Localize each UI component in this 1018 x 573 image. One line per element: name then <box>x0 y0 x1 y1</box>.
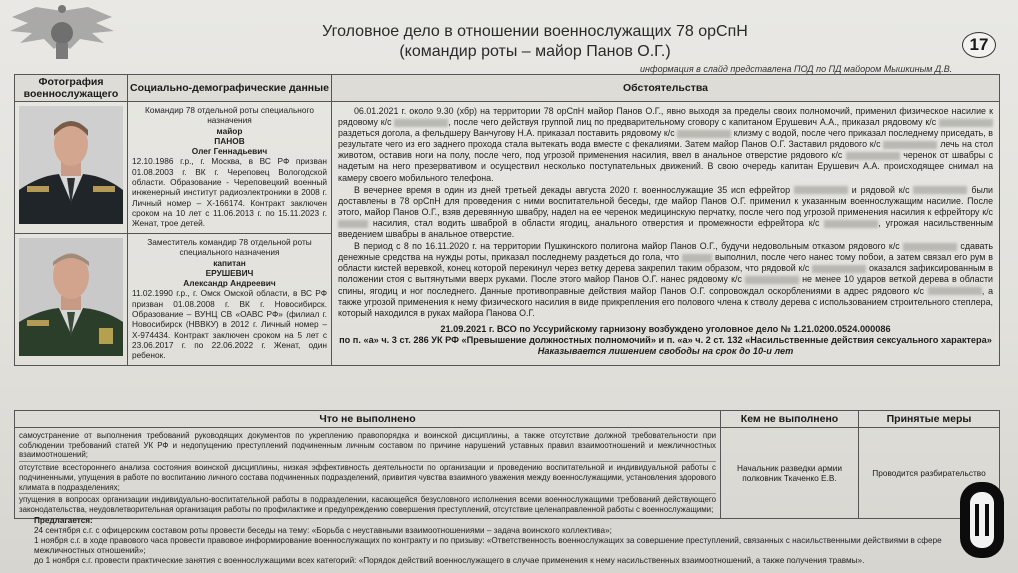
bio: 12.10.1986 г.р., г. Москва, в ВС РФ призван 01.08.2003 г. ВК г. Череповец Вологодской области. Образование - Череповецкий военный инженерный институт радиоэлектроники в 2008 г. Личный номер – Х-166174. Контракт заключен сроком на 10 лет с 11.06.2013 г. по 15.11.2023 г. Женат, трое детей. <box>132 156 327 229</box>
redacted-name <box>677 130 731 138</box>
episode-2-text-a: В вечернее время в один из дней третьей декады августа 2020 г. военнослужащие 35 исп ефрейтор <box>354 184 791 195</box>
page-number-badge: 17 <box>962 32 996 58</box>
episode-1-text-d: клизму с водой, после чего приказал последнему приседать, в результате чего из его заднего прохода стала вытекать вода вместе с фекалиями. Затем майор Панов О.Г. Заставил рядового к/с <box>338 128 993 150</box>
verdict-case: 21.09.2021 г. ВСО по Уссурийскому гарнизону возбуждено уголовное дело № 1.21.0200.0524.000086 <box>440 323 891 334</box>
redacted-name <box>794 186 848 194</box>
col-demographic: Социально-демографические данные <box>128 75 332 102</box>
episode-3-text-a: В период с 8 по 16.11.2020 г. на территории Пушкинского полигона майор Панов О.Г., будучи недовольным отказом рядового к/с <box>354 241 900 252</box>
unit-role: Командир 78 отдельной роты специального назначения <box>145 105 314 126</box>
episode-2-text-c: были доставлены в 78 орСпН для проведения с ними воспитательной беседы, где майор Панов О.Г. применил к указанным военнослужащим насилие. После этого, майор Панов О.Г., взяв деревянную швабру, надел на ее черенок медицинскую перчатку, после чего под угрозой применения насилия к ефрейтору к/с <box>338 184 993 217</box>
person-row-1 <box>15 102 1000 234</box>
col-photo: Фотография военнослужащего <box>15 75 128 102</box>
redacted-name <box>903 243 957 251</box>
proposals-heading: Предлагается: <box>34 516 93 525</box>
redacted-name <box>682 254 712 262</box>
proposal-item: 1 ноября с.г. в ходе правового часа провести правовое информирование военнослужащих по контракту и по призыву: «Ответственность военнослужащих за совершение преступлений, связанных с насильственными действиями в сфере межличностных отношений»; <box>34 536 942 555</box>
episode-1-text-f: черенок от швабры с надетым на него презервативом и осуществил несколько поступательных движений. В свою очередь капитан Ерушевич А.А. происходящее снимал на камеру своего мобильного телефона. <box>338 150 994 183</box>
rank: майор <box>216 125 243 136</box>
episode-1-text-c: раздеться догола, а фельдшеру Ванчугову Н.А. приказал поставить рядовому к/с <box>338 128 675 139</box>
proposals <box>14 516 1000 566</box>
redacted-name <box>812 265 866 273</box>
document-title <box>300 22 770 62</box>
episode-1-text-b: , после чего действуя группой лиц по предварительному сговору с капитаном Ерушевич А.А., приказал рядовому к/с <box>448 117 937 128</box>
given-name: Александр Андреевич <box>183 278 276 289</box>
col-measures: Принятые меры <box>859 411 1000 428</box>
redacted-name <box>913 186 967 194</box>
episode-2-text-e: , угрожая насильственным введением швабры в анальное отверстие. <box>338 217 994 240</box>
double-headed-eagle-emblem <box>6 3 118 65</box>
redacted-name <box>338 220 368 228</box>
surname: ЕРУШЕВИЧ <box>205 267 254 278</box>
unit-role: Заместитель командир 78 отдельной роты специального назначения <box>147 237 312 258</box>
episode-3-text-f: , а также угрозой применения к нему физического насилия в виде прикрепления его полового члена к стволу дерева с использованием строительного степлера, который находился в руках майора Панова О.Г. <box>338 285 994 318</box>
shortcomings-header <box>15 411 1000 428</box>
episode-1-text-a: 06.01.2021 г. около 9.30 (хбр) на территории 78 орСпН майор Панов О.Г., явно выходя за пределы своих полномочий, применил физическое насилие к рядовому к/с <box>338 106 993 128</box>
verdict <box>338 324 993 358</box>
failed-item: отсутствие всестороннего анализа состояния воинской дисциплины, низкая эффективность деятельности по организации и проведению воспитательной и индивидуальной работы с подчиненными, упущения в работе по воспитанию личного состава подчиненных подразделений, привития чувства взаимного уважения между военнослужащими, установления здорового климата в подразделениях; <box>19 462 716 494</box>
redacted-name <box>846 152 900 160</box>
circumstances-cell <box>332 102 1000 366</box>
title-line-1: Уголовное дело в отношении военнослужащих 78 орСпН <box>322 23 748 40</box>
episode-2 <box>338 185 993 240</box>
verdict-penalty: Наказывается лишением свободы на срок до 10-и лет <box>537 346 794 357</box>
verdict-penalty-wrap <box>338 346 993 357</box>
demographic-cell-panov <box>128 102 332 234</box>
demographic-cell-erushevich <box>128 234 332 366</box>
measures-taken: Проводится разбирательство <box>859 428 1000 519</box>
officer-photo-erushevich <box>19 238 123 356</box>
given-name: Олег Геннадьевич <box>191 146 268 157</box>
redacted-name <box>883 141 937 149</box>
case-table-header <box>15 75 1000 102</box>
surname: ПАНОВ <box>214 135 245 146</box>
proposal-item: до 1 ноября с.г. провести практические занятия с военнослужащими всех категорий: «Порядок действий военнослужащего в случае применения к нему насильственных взаимоотношений, а также получения травмы». <box>34 556 865 565</box>
source-note: информация в слайд представлена ПОД по ПД майором Мышкиным Д.В. <box>640 64 953 74</box>
episode-1 <box>338 106 993 184</box>
rank: капитан <box>213 257 246 268</box>
failed-list <box>15 428 721 519</box>
col-circumstances: Обстоятельства <box>332 75 1000 102</box>
col-failed: Что не выполнено <box>15 411 721 428</box>
photo-cell-panov <box>15 102 128 234</box>
redacted-name <box>745 276 799 284</box>
failed-item: упущения в вопросах организации индивидуально-воспитательной работы в подразделении, касающейся безусловного исполнения всеми военнослужащими требований действующего законодательства, неудовлетворительная организация работы по профилактике и предупреждению совершения преступлений, отсутствие целенаправленной работы с военнослужащими; <box>19 495 716 514</box>
episode-3-text-c: выполнил, после чего нанес тому побои, а затем связал его рум в области кистей веревкой, конец которой перекинул через ветку дерева закрепил таким образом, что рядовой к/с <box>338 252 994 274</box>
title-line-2: (командир роты – майор Панов О.Г.) <box>399 43 671 60</box>
episode-2-text-b: и рядовой к/с <box>851 184 910 195</box>
failed-item: самоустранение от выполнения требований руководящих документов по укреплению правопорядка и воинской дисциплины, а также отсутствие должной требовательности при соблюдении требований статей УК РФ и недопущению преступлений подчиненным личным составом по причине нарушений уставных правил взаимоотношений и межличностных взаимоотношений; <box>19 430 716 462</box>
responsible-person: Начальник разведки армии полковник Ткаченко Е.В. <box>721 428 859 519</box>
episode-1-text-e: лечь на стол животом, оставив ноги на полу, после чего, под угрозой применения насилия, ввел в анальное отверстие рядового к/с <box>338 139 993 161</box>
proposal-item: 24 сентября с.г. с офицерским составом роты провести беседы на тему: «Борьба с неуставными взаимоотношениями – задача воинского коллектива»; <box>34 526 612 535</box>
verdict-articles: по п. «а» ч. 3 ст. 286 УК РФ «Превышение должностных полномочий» и п. «а» ч. 2 ст. 132 «Насильственные действия сексуального характера» <box>339 335 992 346</box>
episode-3-text-e: не менее 10 ударов веткой дерева в области спины, ягодиц и ног последнего. Данные противоправные действия майор Панов О.Г. сопровождал оскорблениями в адрес рядового к/с <box>338 274 993 296</box>
bio: 11.02.1990 г.р., г. Омск Омской области, в ВС РФ призван 01.08.2008 г. ВК г. Новосибирск. Образование – ВУНЦ СВ «ОАВС РФ» (филиал г. Новосибирск (НВВКУ) в 2012 г. Личный номер – Х-974434. Контракт заключен сроком на 5 лет с 23.06.2017 г. по 22.06.2022 г. Женат, один ребенок. <box>132 288 327 361</box>
episode-3 <box>338 241 993 319</box>
photo-cell-erushevich <box>15 234 128 366</box>
shortcomings-row <box>15 428 1000 519</box>
redacted-name <box>939 119 993 127</box>
episode-2-text-d: насилия, стал водить шваброй в области ягодиц, анального отверстия и промежности ефрейтора к/с <box>372 217 820 228</box>
episode-3-text-b: сдавать денежные средства на нужды роты, приказал последнему раздеться до гола, что <box>338 241 993 263</box>
officer-photo-panov <box>19 106 123 224</box>
redacted-name <box>394 119 448 127</box>
case-table <box>14 74 1000 366</box>
col-who: Кем не выполнено <box>721 411 859 428</box>
watermark-zero-logo <box>958 480 1006 560</box>
redacted-name <box>928 287 982 295</box>
shortcomings-table <box>14 410 1000 519</box>
episode-3-text-d: оказался зафиксированным в положении стоя с вытянутыми вверх руками. После этого майор Панов О.Г. нанес рядовому к/с <box>338 263 993 285</box>
redacted-name <box>824 220 878 228</box>
